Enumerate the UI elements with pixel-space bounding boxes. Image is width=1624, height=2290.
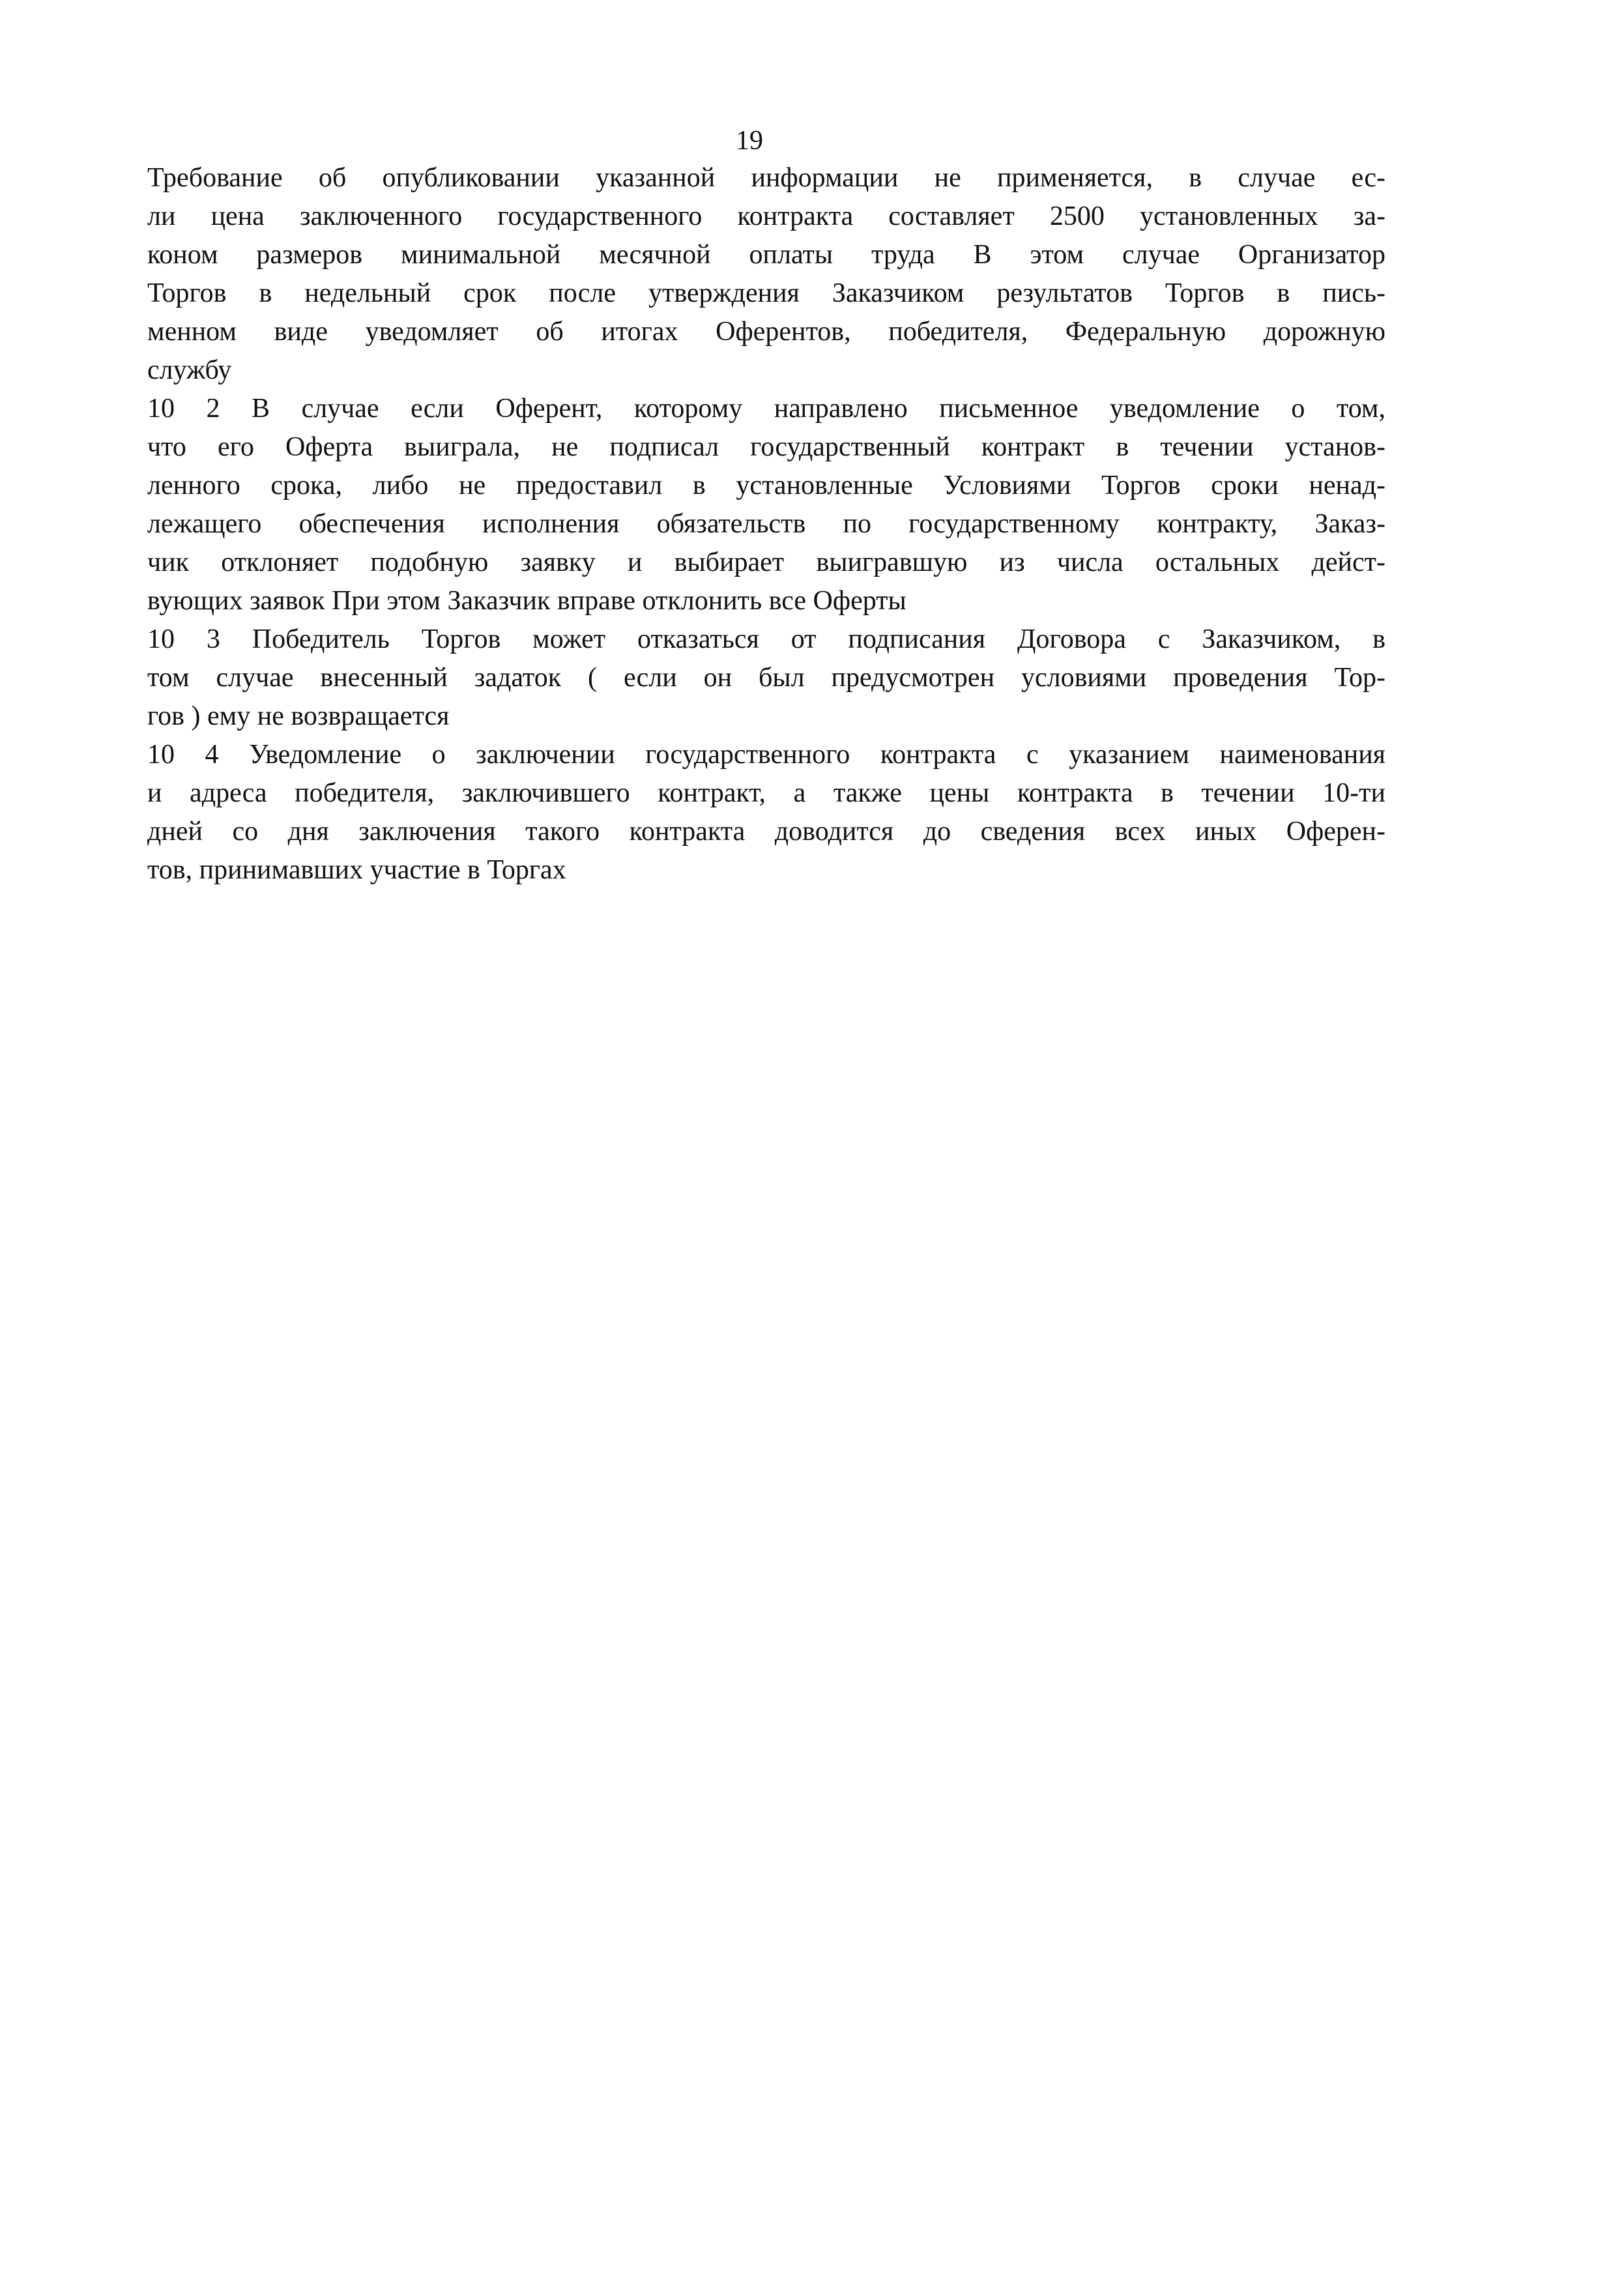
paragraph-publication-requirement bbox=[147, 159, 1385, 390]
document-body bbox=[147, 159, 1385, 890]
text-line: Требование об опубликовании указанной информации не применяется, в случае ес- bbox=[147, 163, 1385, 193]
text-line: ли цена заключенного государственного контракта составляет 2500 установленных за- bbox=[147, 201, 1385, 231]
text-line: вующих заявок При этом Заказчик вправе отклонить все Оферты bbox=[147, 586, 906, 616]
text-line: коном размеров минимальной месячной оплаты труда В этом случае Организатор bbox=[147, 240, 1385, 270]
text-line: том случае внесенный задаток ( если он был предусмотрен условиями проведения Тор- bbox=[147, 663, 1385, 693]
paragraph-10-2 bbox=[147, 390, 1385, 620]
text-line: тов, принимавших участие в Торгах bbox=[147, 855, 566, 885]
text-line: 10 3 Победитель Торгов может отказаться от подписания Договора с Заказчиком, в bbox=[147, 624, 1385, 654]
text-line: чик отклоняет подобную заявку и выбирает выигравшую из числа остальных дейст- bbox=[147, 547, 1385, 577]
text-line: 10 4 Уведомление о заключении государственного контракта с указанием наименования bbox=[147, 740, 1385, 770]
text-line: гов ) ему не возвращается bbox=[147, 701, 450, 731]
page-number: 19 bbox=[736, 126, 763, 156]
text-line: Торгов в недельный срок после утверждения Заказчиком результатов Торгов в пись- bbox=[147, 278, 1385, 308]
text-line: ленного срока, либо не предоставил в установленные Условиями Торгов сроки ненад- bbox=[147, 471, 1385, 500]
text-line: лежащего обеспечения исполнения обязательств по государственному контракту, Заказ- bbox=[147, 509, 1385, 539]
text-line: 10 2 В случае если Оферент, которому направлено письменное уведомление о том, bbox=[147, 394, 1385, 424]
text-line: службу bbox=[147, 355, 232, 385]
paragraph-10-3 bbox=[147, 620, 1385, 736]
text-line: менном виде уведомляет об итогах Оферентов, победителя, Федеральную дорожную bbox=[147, 317, 1385, 347]
text-line: и адреса победителя, заключившего контракт, а также цены контракта в течении 10-ти bbox=[147, 778, 1385, 808]
text-line: что его Оферта выиграла, не подписал государственный контракт в течении установ- bbox=[147, 432, 1385, 462]
paragraph-10-4 bbox=[147, 736, 1385, 890]
text-line: дней со дня заключения такого контракта доводится до сведения всех иных Оферен- bbox=[147, 817, 1385, 847]
